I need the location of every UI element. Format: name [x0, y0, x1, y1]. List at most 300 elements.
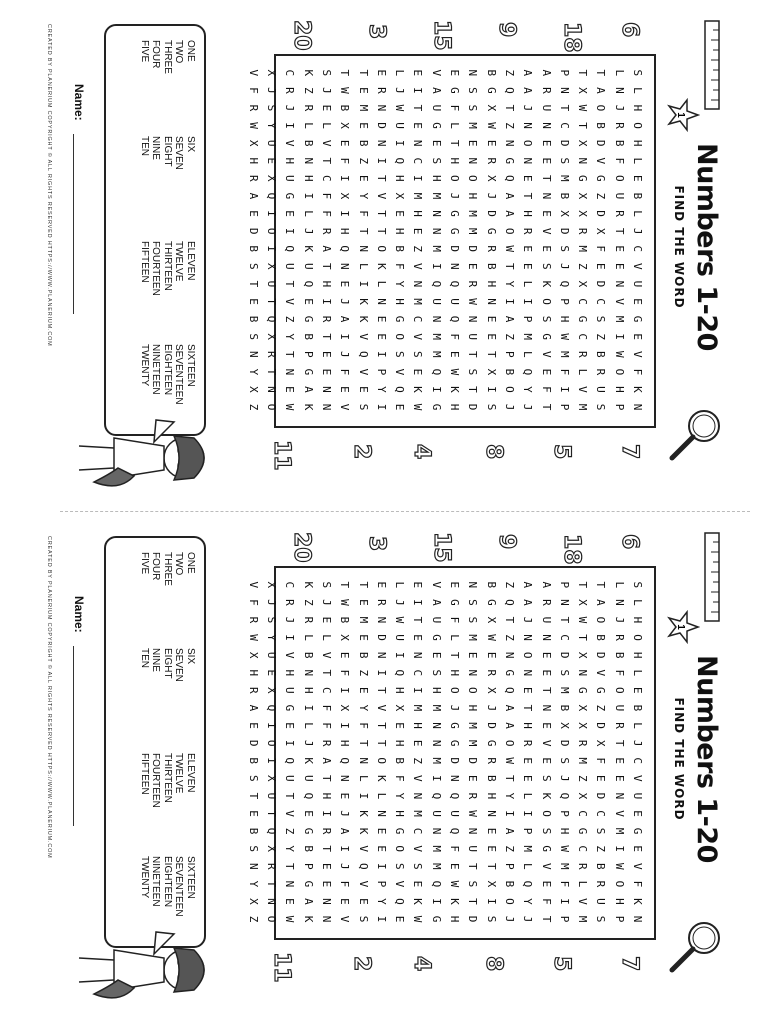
grid-letter: Q [393, 157, 407, 165]
grid-letter: C [283, 581, 297, 589]
grid-letter: B [594, 634, 608, 641]
grid-letter: E [466, 651, 480, 659]
grid-letter: N [356, 757, 370, 765]
grid-letter: F [393, 263, 407, 270]
grid-letter: D [374, 122, 388, 129]
grid-letter: F [246, 87, 260, 94]
grid-letter: S [539, 775, 553, 782]
grid-letter: H [631, 651, 644, 659]
grid-letter: D [246, 227, 260, 235]
grid-letter: O [539, 810, 553, 817]
grid-letter: B [484, 69, 498, 77]
grid-letter: K [301, 915, 315, 923]
grid-letter: X [265, 175, 279, 182]
grid-letter: T [265, 810, 279, 817]
worksheet-bottom [0, 512, 768, 1024]
number-3: 3 [364, 24, 389, 40]
number-3: 3 [364, 536, 389, 552]
grid-letter: M [576, 403, 590, 411]
grid-letter: R [374, 87, 388, 94]
grid-letter: U [612, 192, 626, 200]
grid-letter: W [576, 616, 590, 624]
grid-letter: T [521, 192, 535, 200]
grid-letter: K [301, 245, 315, 253]
grid-letter: E [539, 368, 553, 376]
grid-letter: U [448, 298, 462, 305]
grid-letter: D [466, 757, 480, 765]
grid-letter: T [338, 581, 352, 589]
grid-letter: V [631, 862, 644, 870]
grid-letter: N [466, 315, 480, 323]
grid-letter: S [356, 915, 370, 923]
grid-letter: Q [502, 87, 516, 94]
grid-letter: T [374, 227, 388, 235]
grid-letter: W [502, 245, 516, 253]
grid-letter: E [539, 157, 553, 165]
grid-letter: X [338, 634, 352, 641]
grid-letter: U [539, 104, 553, 112]
grid-letter: S [466, 880, 480, 888]
grid-letter: T [411, 616, 425, 624]
grid-letter: D [484, 210, 498, 217]
grid-letter: H [338, 227, 352, 235]
grid-letter: J [393, 599, 407, 606]
grid-letter: W [448, 880, 462, 888]
grid-letter: A [246, 192, 260, 200]
number-9: 9 [494, 22, 519, 38]
grid-letter: S [557, 157, 571, 165]
grid-letter: N [411, 651, 425, 659]
grid-letter: E [374, 827, 388, 835]
grid-letter: G [448, 599, 462, 606]
grid-letter: Q [502, 599, 516, 606]
grid-letter: C [411, 669, 425, 677]
grid-letter: J [283, 104, 297, 112]
grid-letter: H [448, 157, 462, 165]
grid-letter: E [319, 862, 333, 870]
grid-letter: Y [356, 704, 370, 712]
grid-letter: E [448, 581, 462, 589]
grid-letter: N [502, 139, 516, 147]
grid-letter: L [356, 775, 370, 782]
grid-letter: X [576, 704, 590, 712]
grid-letter: E [539, 880, 553, 888]
grid-letter: S [539, 315, 553, 323]
grid-letter: L [393, 69, 407, 77]
grid-letter: V [319, 139, 333, 147]
word-list [104, 24, 206, 436]
grid-letter: Q [265, 315, 279, 323]
grid-letter: R [319, 827, 333, 835]
grid-letter: U [429, 616, 443, 624]
grid-letter: V [338, 915, 352, 923]
grid-letter: X [484, 368, 498, 376]
grid-letter: J [448, 704, 462, 712]
grid-letter: R [484, 245, 498, 253]
grid-letter: X [557, 722, 571, 729]
grid-letter: M [557, 862, 571, 870]
grid-letter: S [631, 581, 644, 589]
grid-letter: B [612, 139, 626, 147]
grid-letter: P [301, 862, 315, 870]
word-item: NINETEEN [150, 856, 162, 907]
grid-letter: T [374, 687, 388, 694]
grid-letter: I [338, 333, 352, 341]
grid-letter: T [265, 880, 279, 888]
grid-letter: I [283, 227, 297, 235]
grid-letter: E [301, 298, 315, 305]
grid-letter: Q [338, 245, 352, 253]
grid-letter: G [448, 722, 462, 729]
grid-letter: M [429, 245, 443, 253]
grid-letter: H [521, 722, 535, 729]
grid-letter: V [393, 880, 407, 888]
grid-letter: N [466, 157, 480, 165]
grid-letter: X [393, 192, 407, 200]
grid-letter: X [484, 880, 498, 888]
grid-letter: U [612, 704, 626, 712]
grid-letter: J [502, 403, 516, 411]
grid-letter: Q [265, 827, 279, 835]
grid-letter: I [393, 651, 407, 659]
grid-letter: H [411, 210, 425, 217]
grid-letter: D [594, 792, 608, 800]
grid-letter: Q [521, 368, 535, 376]
grid-letter: W [411, 915, 425, 923]
grid-letter: P [521, 827, 535, 835]
grid-letter: E [466, 139, 480, 147]
grid-letter: N [429, 739, 443, 747]
grid-letter: G [502, 157, 516, 165]
word-item: FIVE [139, 552, 150, 575]
grid-letter: E [338, 651, 352, 659]
grid-letter: V [594, 157, 608, 165]
grid-letter: O [612, 175, 626, 182]
ruler-icon [704, 532, 720, 622]
grid-letter: H [301, 687, 315, 694]
word-search-grid [246, 566, 656, 940]
grid-letter: S [557, 757, 571, 765]
grid-letter: Q [265, 192, 279, 200]
grid-letter: I [374, 403, 388, 411]
grid-letter: L [448, 122, 462, 129]
word-item: SIX [185, 648, 196, 665]
grid-letter: R [301, 616, 315, 624]
grid-letter: Y [393, 280, 407, 288]
grid-letter: L [521, 862, 535, 870]
grid-letter: L [301, 210, 315, 217]
grid-letter: F [338, 669, 352, 677]
grid-letter: N [612, 599, 626, 606]
grid-letter: E [411, 69, 425, 77]
number-20: 20 [289, 20, 314, 51]
number-11: 11 [269, 952, 294, 983]
grid-letter: X [576, 87, 590, 94]
grid-letter: T [576, 69, 590, 77]
grid-letter: N [612, 87, 626, 94]
number-18: 18 [559, 534, 584, 565]
grid-letter: N [265, 386, 279, 393]
grid-letter: E [356, 175, 370, 182]
grid-letter: E [283, 722, 297, 729]
grid-letter: B [594, 122, 608, 129]
grid-letter: E [521, 775, 535, 782]
grid-letter: S [466, 616, 480, 624]
grid-letter: E [338, 898, 352, 905]
grid-letter: N [466, 669, 480, 677]
grid-letter: E [411, 122, 425, 129]
grid-letter: N [319, 898, 333, 905]
grid-letter: N [429, 227, 443, 235]
grid-letter: Y [374, 386, 388, 393]
grid-letter: E [246, 722, 260, 729]
grid-letter: G [301, 827, 315, 835]
grid-letter: B [246, 315, 260, 323]
grid-letter: M [466, 739, 480, 747]
grid-letter: T [594, 69, 608, 77]
grid-letter: B [557, 192, 571, 200]
grid-letter: H [521, 210, 535, 217]
grid-letter: O [521, 651, 535, 659]
grid-letter: I [356, 792, 370, 800]
grid-letter: E [265, 157, 279, 165]
grid-letter: T [356, 69, 370, 77]
grid-letter: L [356, 263, 370, 270]
grid-letter: E [356, 599, 370, 606]
grid-letter: Q [393, 386, 407, 393]
grid-letter: W [466, 810, 480, 817]
grid-letter: L [393, 581, 407, 589]
grid-letter: T [557, 616, 571, 624]
grid-letter: T [338, 69, 352, 77]
grid-letter: G [301, 315, 315, 323]
grid-letter: X [594, 227, 608, 235]
grid-letter: M [411, 298, 425, 305]
grid-letter: P [502, 862, 516, 870]
number-8: 8 [481, 444, 506, 460]
grid-letter: Z [246, 915, 260, 923]
word-list-col-3 [139, 241, 197, 296]
grid-letter: H [466, 704, 480, 712]
word-item: TWELVE [173, 241, 185, 282]
grid-letter: K [374, 263, 388, 270]
grid-letter: S [557, 245, 571, 253]
grid-letter: D [594, 280, 608, 288]
grid-letter: I [283, 634, 297, 641]
grid-letter: O [502, 386, 516, 393]
grid-letter: B [301, 651, 315, 659]
grid-letter: T [319, 263, 333, 270]
grid-letter: N [521, 122, 535, 129]
grid-letter: T [466, 386, 480, 393]
grid-letter: K [301, 69, 315, 77]
grid-letter: N [539, 634, 553, 641]
grid-letter: G [502, 669, 516, 677]
letter-grid [243, 576, 646, 928]
number-5: 5 [549, 444, 574, 460]
grid-letter: Q [301, 792, 315, 800]
grid-letter: E [521, 687, 535, 694]
grid-letter: E [246, 298, 260, 305]
grid-letter: E [319, 104, 333, 112]
grid-letter: W [557, 845, 571, 853]
grid-letter: T [484, 350, 498, 358]
grid-letter: I [374, 350, 388, 358]
grid-letter: R [594, 368, 608, 376]
grid-letter: D [484, 722, 498, 729]
grid-letter: T [411, 104, 425, 112]
grid-letter: F [356, 210, 370, 217]
grid-letter: T [265, 298, 279, 305]
grid-letter: U [594, 898, 608, 905]
word-item: EIGHT [162, 648, 173, 679]
grid-letter: S [631, 69, 644, 77]
grid-letter: P [557, 810, 571, 817]
grid-letter: V [283, 651, 297, 659]
grid-letter: F [539, 898, 553, 905]
grid-letter: M [612, 315, 626, 323]
grid-letter: L [631, 210, 644, 217]
grid-letter: X [265, 775, 279, 782]
grid-letter: M [429, 350, 443, 358]
grid-letter: X [576, 192, 590, 200]
grid-letter: Z [301, 87, 315, 94]
grid-letter: V [283, 139, 297, 147]
grid-letter: H [466, 192, 480, 200]
grid-letter: Y [265, 634, 279, 641]
grid-letter: E [374, 845, 388, 853]
grid-letter: Z [594, 845, 608, 853]
grid-letter: E [411, 634, 425, 641]
grid-letter: A [539, 581, 553, 589]
grid-letter: L [631, 157, 644, 165]
grid-letter: H [393, 739, 407, 747]
grid-letter: J [521, 403, 535, 411]
grid-letter: T [319, 157, 333, 165]
grid-letter: L [521, 792, 535, 800]
girl-illustration [64, 930, 214, 1006]
grid-letter: U [429, 810, 443, 817]
grid-letter: R [521, 739, 535, 747]
grid-letter: Y [283, 333, 297, 341]
grid-letter: L [301, 122, 315, 129]
grid-letter: E [539, 757, 553, 765]
grid-letter: V [411, 333, 425, 341]
grid-letter: T [283, 862, 297, 870]
grid-letter: E [356, 122, 370, 129]
grid-letter: N [429, 827, 443, 835]
grid-letter: O [265, 915, 279, 923]
grid-letter: B [301, 333, 315, 341]
grid-letter: I [338, 175, 352, 182]
grid-letter: V [393, 368, 407, 376]
grid-letter: U [265, 280, 279, 288]
word-list-col-3 [139, 753, 197, 808]
grid-letter: P [557, 581, 571, 589]
grid-letter: H [484, 792, 498, 800]
grid-letter: T [374, 210, 388, 217]
grid-letter: H [283, 157, 297, 165]
word-item: SIX [185, 136, 196, 153]
grid-letter: I [338, 210, 352, 217]
grid-letter: O [265, 227, 279, 235]
grid-letter: I [319, 810, 333, 817]
grid-letter: O [594, 104, 608, 112]
grid-letter: P [557, 298, 571, 305]
grid-letter: N [521, 669, 535, 677]
grid-letter: S [466, 368, 480, 376]
number-7: 7 [617, 444, 642, 460]
grid-letter: E [411, 581, 425, 589]
grid-letter: Z [356, 669, 370, 677]
grid-letter: Z [301, 599, 315, 606]
grid-letter: A [319, 245, 333, 253]
grid-letter: B [393, 245, 407, 253]
grid-letter: E [283, 898, 297, 905]
grid-letter: I [301, 704, 315, 712]
grid-letter: T [246, 280, 260, 288]
grid-letter: F [539, 386, 553, 393]
grid-letter: H [448, 669, 462, 677]
grid-letter: S [319, 69, 333, 77]
grid-letter: E [521, 757, 535, 765]
grid-letter: E [356, 386, 370, 393]
grid-letter: J [319, 599, 333, 606]
grid-letter: T [319, 669, 333, 677]
grid-letter: V [338, 403, 352, 411]
grid-letter: E [283, 386, 297, 393]
grid-letter: A [429, 87, 443, 94]
grid-letter: D [448, 757, 462, 765]
grid-letter: P [557, 69, 571, 77]
grid-letter: K [448, 898, 462, 905]
grid-letter: B [594, 350, 608, 358]
grid-letter: H [429, 687, 443, 694]
grid-letter: M [466, 210, 480, 217]
grid-letter: R [283, 599, 297, 606]
grid-letter: L [612, 581, 626, 589]
grid-letter: F [338, 368, 352, 376]
grid-letter: V [356, 880, 370, 888]
grid-letter: T [502, 104, 516, 112]
grid-letter: C [576, 298, 590, 305]
word-item: NINETEEN [150, 344, 162, 395]
grid-letter: I [484, 386, 498, 393]
grid-letter: H [557, 827, 571, 835]
grid-letter: J [502, 915, 516, 923]
grid-letter: D [594, 651, 608, 659]
grid-letter: R [301, 104, 315, 112]
word-item: TWENTY [139, 344, 150, 387]
grid-letter: Q [557, 280, 571, 288]
grid-letter: K [356, 827, 370, 835]
grid-letter: R [319, 739, 333, 747]
grid-letter: W [246, 122, 260, 129]
grid-letter: M [576, 915, 590, 923]
grid-letter: S [246, 333, 260, 341]
grid-letter: T [356, 581, 370, 589]
grid-letter: N [374, 616, 388, 624]
grid-letter: B [301, 845, 315, 853]
grid-letter: I [557, 386, 571, 393]
grid-letter: X [484, 104, 498, 112]
ruler-icon [704, 20, 720, 110]
grid-letter: E [612, 757, 626, 765]
number-6: 6 [617, 534, 642, 550]
grid-letter: L [301, 634, 315, 641]
grid-letter: E [319, 616, 333, 624]
grid-letter: S [484, 915, 498, 923]
